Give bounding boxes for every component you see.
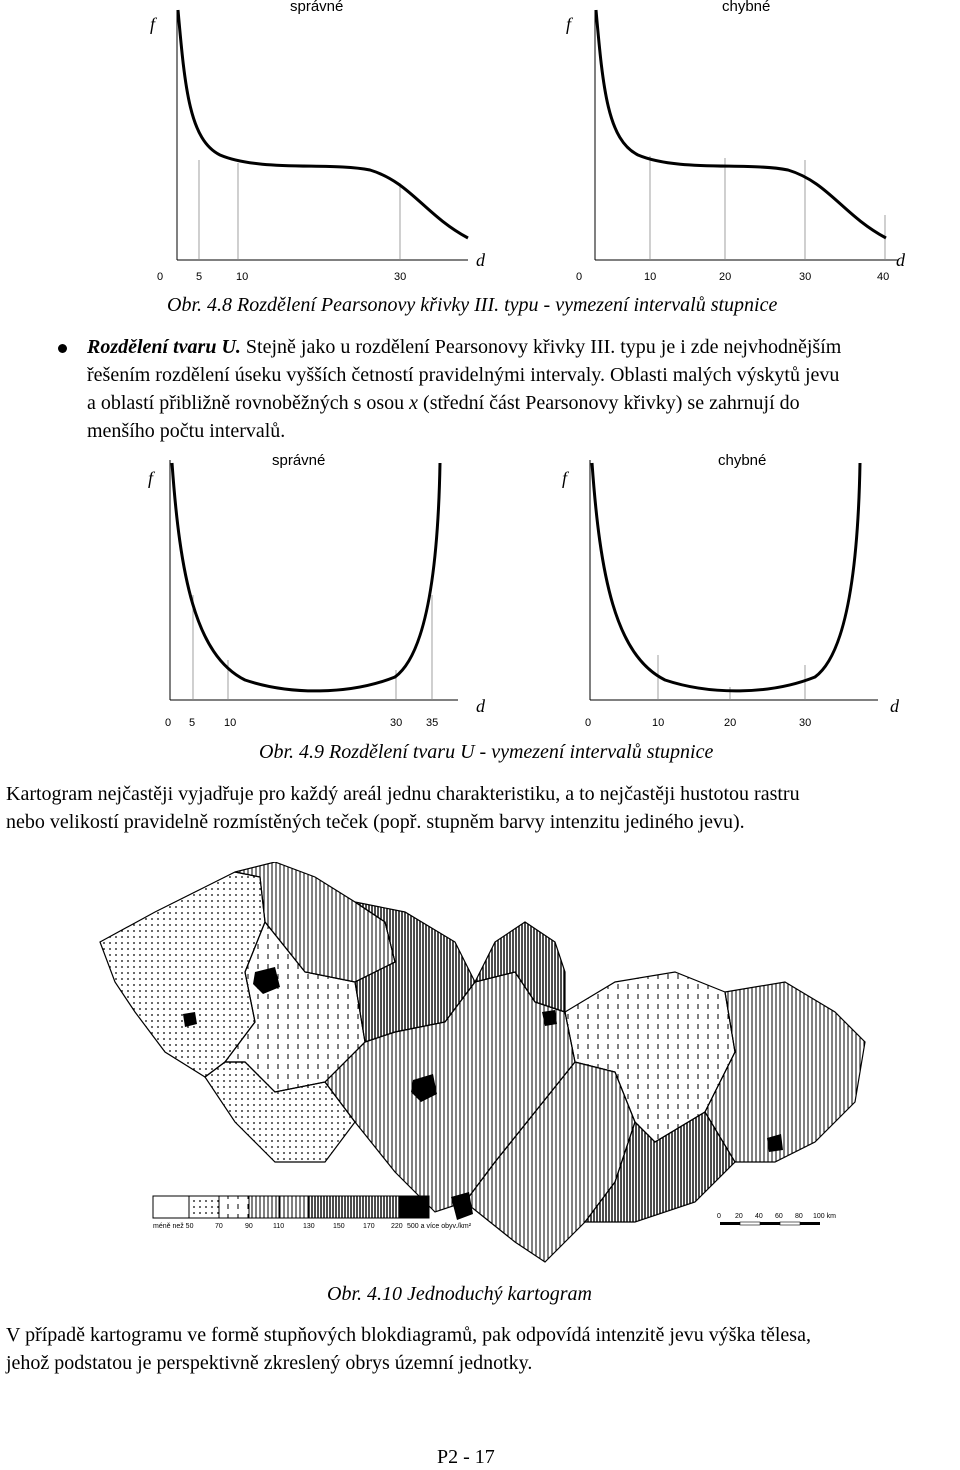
tick-label: 30	[799, 717, 812, 729]
scale-label: 20	[735, 1213, 743, 1220]
scale-label: 80	[795, 1213, 803, 1220]
scale-label: 100 km	[813, 1213, 836, 1220]
fig49-left-title: správné	[272, 452, 326, 469]
legend-label: 130	[303, 1223, 315, 1230]
fig48-right-xlabel: d	[896, 250, 905, 270]
bullet-text-1: Stejně jako u rozdělení Pearsonovy křivky III. typu je i zde nejvhodnějším	[240, 336, 842, 358]
paragraph1-line2: nebo velikostí pravidelně rozmístěných teček (popř. stupněm barvy intenzitu jediného jevu).	[6, 811, 745, 833]
page-number: P2 - 17	[437, 1446, 495, 1468]
fig49-right-xlabel: d	[890, 696, 899, 716]
legend-label: 70	[215, 1223, 223, 1230]
bullet-lead: Rozdělení tvaru U.	[87, 336, 241, 358]
tick-label: 30	[394, 271, 407, 283]
fig49-caption: Obr. 4.9 Rozdělení tvaru U - vymezení intervalů stupnice	[259, 741, 714, 763]
bullet-line-3b: (střední část Pearsonovy křivky) se zahrnují do	[418, 392, 800, 414]
tick-label: 5	[196, 271, 203, 283]
tick-label: 10	[236, 271, 249, 283]
u-curve	[592, 463, 860, 691]
fig49-left-chart	[150, 455, 460, 735]
tick-label: 10	[652, 717, 665, 729]
map-city-bratislava	[451, 1192, 473, 1220]
tick-label: 10	[644, 271, 657, 283]
tick-label: 0	[585, 717, 592, 729]
legend-label: 110	[273, 1223, 285, 1230]
tick-label: 20	[724, 717, 737, 729]
bullet-line-3	[87, 390, 800, 416]
legend-label: 170	[363, 1223, 375, 1230]
tick-label: 40	[877, 271, 890, 283]
bullet-line-2: řešením rozdělení úseku vyšších četností pravidelnými intervaly. Oblasti malých výskytů jevu	[87, 364, 840, 386]
fig49-left-ylabel: f	[148, 468, 154, 488]
tick-label: 30	[390, 717, 403, 729]
legend-label: 500 a více obyv./km²	[407, 1223, 472, 1230]
bullet-line-4: menšího počtu intervalů.	[87, 420, 286, 442]
paragraph1-line1: Kartogram nejčastěji vyjadřuje pro každý areál jednu charakteristiku, a to nejčastěji hustotou rastru	[6, 783, 800, 805]
fig48-left-title: správné	[290, 0, 344, 15]
fig48-left-ylabel: f	[150, 14, 156, 34]
fig48-right-title: chybné	[722, 0, 771, 15]
fig49-right-chart	[570, 455, 880, 735]
fig48-right-chart	[570, 0, 900, 290]
tick-label: 0	[576, 271, 583, 283]
fig48-left-xlabel: d	[476, 250, 485, 270]
legend-label: méně než 50	[153, 1223, 194, 1230]
tick-label: 30	[799, 271, 812, 283]
pearson-curve	[178, 10, 468, 238]
paragraph2-line1: V případě kartogramu ve formě stupňových blokdiagramů, pak odpovídá intenzitě jevu výška tělesa,	[6, 1324, 811, 1346]
bullet-paragraph	[87, 334, 957, 360]
legend-label: 150	[333, 1223, 345, 1230]
fig410-caption: Obr. 4.10 Jednoduchý kartogram	[327, 1283, 592, 1305]
legend-label: 220	[391, 1223, 403, 1230]
tick-label: 10	[224, 717, 237, 729]
scale-label: 0	[717, 1213, 721, 1220]
tick-label: 5	[189, 717, 196, 729]
tick-label: 0	[157, 271, 164, 283]
fig49-right-ylabel: f	[562, 468, 568, 488]
fig49-right-title: chybné	[718, 452, 767, 469]
fig48-caption: Obr. 4.8 Rozdělení Pearsonovy křivky III. typu - vymezení intervalů stupnice	[167, 294, 778, 316]
fig48-right-ylabel: f	[566, 14, 572, 34]
pearson-curve	[596, 10, 886, 238]
u-curve	[172, 463, 440, 691]
fig48-left-chart	[150, 0, 470, 290]
map-legend	[153, 1196, 472, 1230]
map-scale-bar	[717, 1213, 836, 1225]
paragraph2-line2: jehož podstatou je perspektivně zkreslený obrys územní jednotky.	[6, 1352, 533, 1374]
tick-label: 35	[426, 717, 439, 729]
fig49-left-xlabel: d	[476, 696, 485, 716]
legend-label: 90	[245, 1223, 253, 1230]
tick-label: 20	[719, 271, 732, 283]
tick-label: 0	[165, 717, 172, 729]
scale-label: 40	[755, 1213, 763, 1220]
map-region-slovakia-east	[705, 982, 865, 1162]
bullet-var: x	[409, 392, 419, 414]
scale-label: 60	[775, 1213, 783, 1220]
bullet-dot	[58, 344, 67, 353]
choropleth-map	[95, 862, 895, 1282]
bullet-line-3a: a oblastí přibližně rovnoběžných s osou	[87, 392, 410, 414]
